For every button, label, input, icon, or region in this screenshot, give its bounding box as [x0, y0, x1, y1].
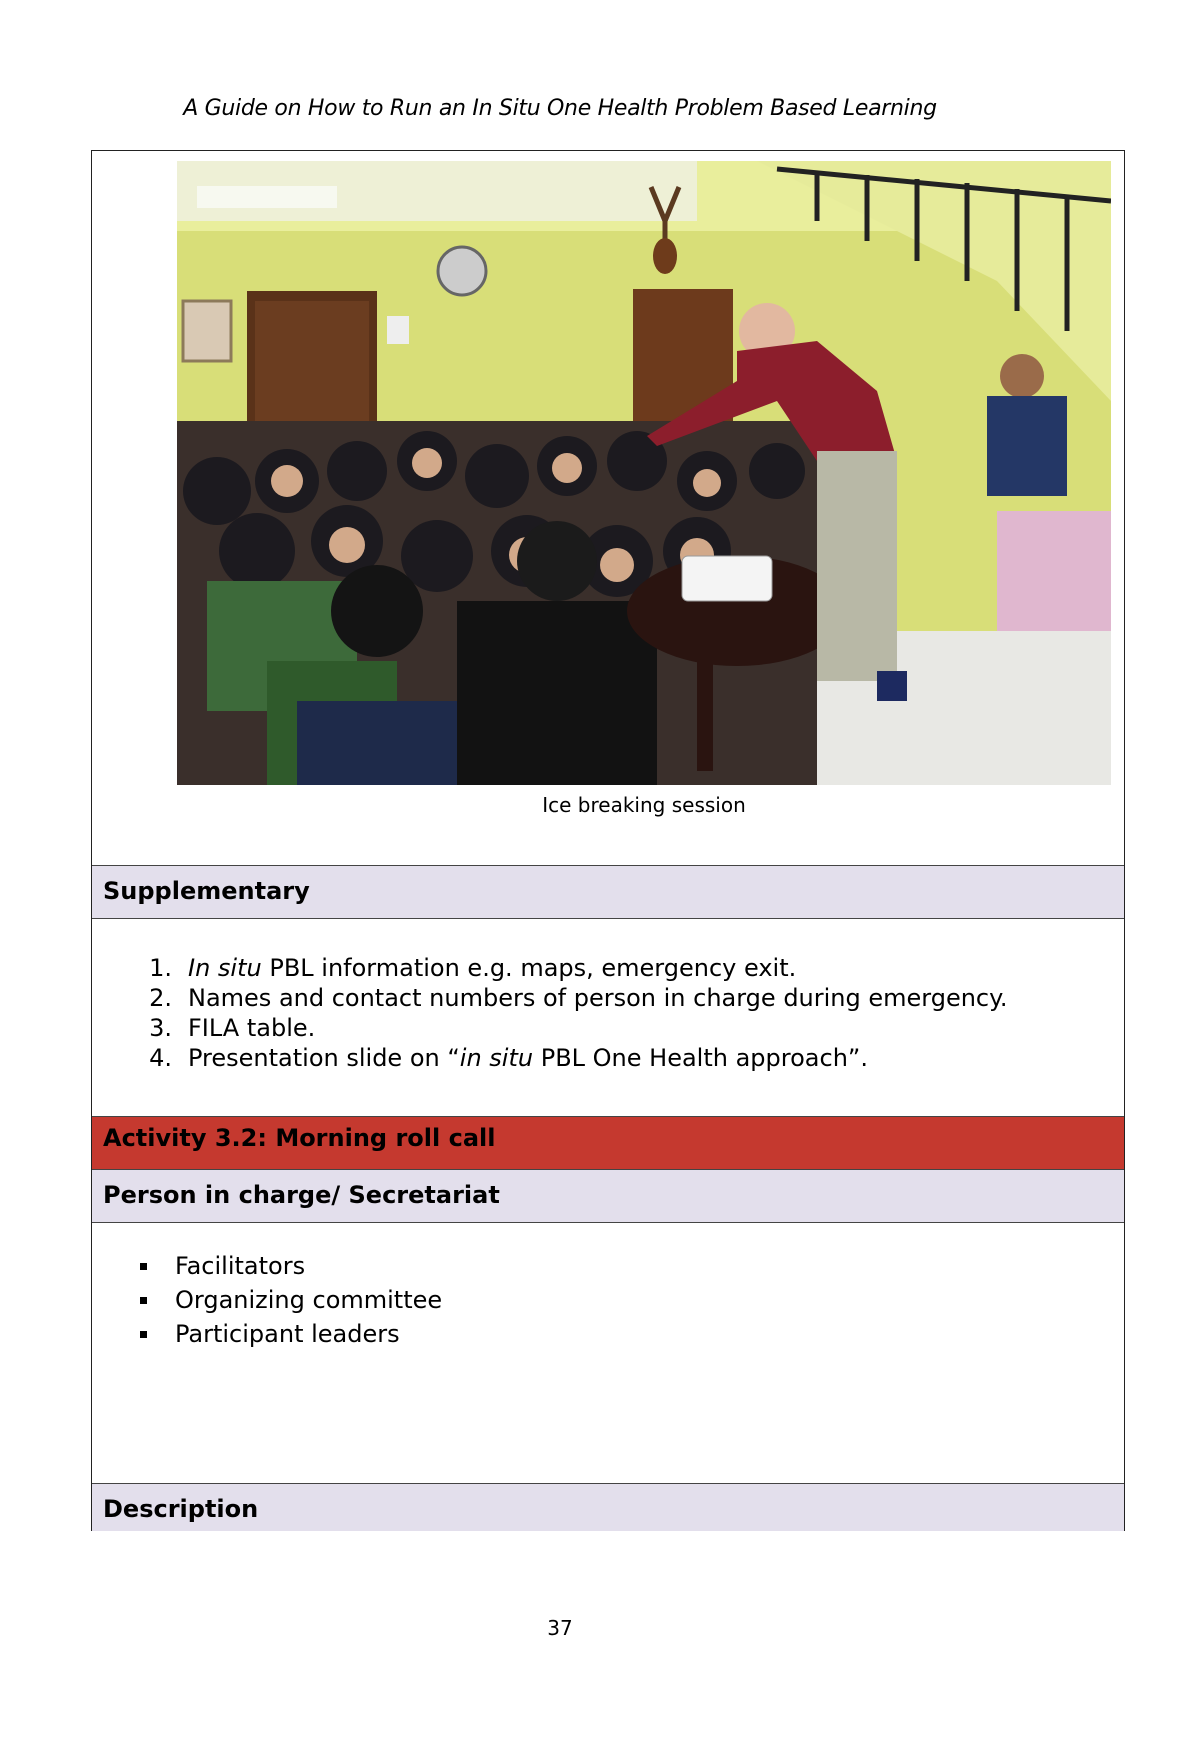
list-item: 2. Names and contact numbers of person in charge during emergency.: [149, 984, 1008, 1012]
supplementary-list: [132, 953, 1008, 1073]
page-number: 37: [547, 1616, 573, 1640]
list-item: 3. FILA table.: [149, 1014, 316, 1042]
activity-title-row: [92, 1116, 1124, 1170]
supplementary-cell: [92, 919, 1124, 1117]
description-heading-row: [92, 1483, 1124, 1531]
list-item: Facilitators: [140, 1249, 442, 1283]
list-item: Participant leaders: [140, 1317, 442, 1351]
event-photo: [177, 161, 1111, 785]
person-heading-row: [92, 1169, 1124, 1223]
list-item: 4. Presentation slide on “in situ PBL One Health approach”.: [149, 1044, 868, 1072]
person-cell: [92, 1223, 1124, 1485]
supplementary-heading-row: [92, 865, 1124, 919]
description-heading: Description: [103, 1495, 259, 1523]
photo-cell: [92, 151, 1124, 865]
person-heading: Person in charge/ Secretariat: [103, 1181, 500, 1209]
bullet-icon: [140, 1331, 147, 1338]
person-list: [140, 1249, 442, 1351]
bullet-icon: [140, 1297, 147, 1304]
list-item: Organizing committee: [140, 1283, 442, 1317]
bullet-icon: [140, 1263, 147, 1270]
supplementary-heading: Supplementary: [103, 877, 310, 905]
activity-table: [91, 150, 1125, 1531]
photo-caption: Ice breaking session: [542, 793, 746, 817]
list-item: 1. In situ PBL information e.g. maps, emergency exit.: [149, 954, 797, 982]
running-header: A Guide on How to Run an In Situ One Health Problem Based Learning: [183, 96, 937, 121]
activity-title: Activity 3.2: Morning roll call: [103, 1124, 496, 1152]
